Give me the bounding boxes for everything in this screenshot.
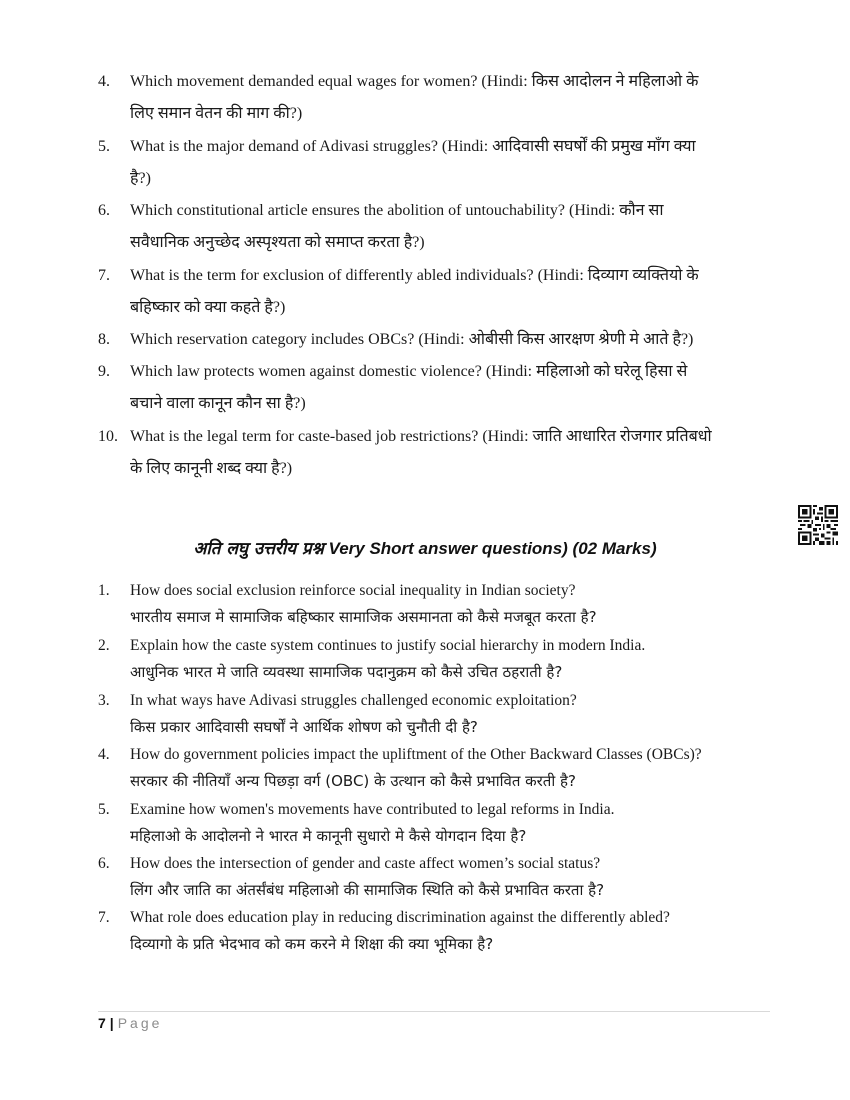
question-english: In what ways have Adivasi struggles challenged economic exploitation?	[130, 692, 577, 709]
question-line: बहिष्कार को क्या कहते है?)	[130, 299, 286, 316]
question-line: लिए समान वेतन की माग की?)	[130, 105, 303, 122]
question-english: Explain how the caste system continues to justify social hierarchy in modern India.	[130, 637, 646, 654]
question-number: 7.	[98, 909, 110, 926]
question-line: Which constitutional article ensures the abolition of untouchability? (Hindi: कौन सा	[130, 202, 664, 219]
page-number: 7	[98, 1015, 106, 1031]
page-footer	[98, 1015, 162, 1031]
question-line: के लिए कानूनी शब्द क्या है?)	[130, 460, 293, 477]
question-number: 4.	[98, 73, 110, 90]
footer-divider	[98, 1011, 770, 1012]
question-text	[130, 356, 770, 420]
question-line: सवैधानिक अनुच्छेद अस्पृश्यता को समाप्त करता है?)	[130, 234, 425, 251]
question-number: 2.	[98, 637, 110, 654]
section-heading-hindi: अति लघु उत्तरीय प्रश्न	[193, 539, 324, 559]
question-hindi: आधुनिक भारत मे जाति व्यवस्था सामाजिक पदानुक्रम को कैसे उचित ठहराती है?	[130, 663, 563, 681]
question-english: What role does education play in reducing discrimination against the differently abled?	[130, 909, 670, 926]
question-number: 5.	[98, 138, 110, 155]
question-english: How does social exclusion reinforce social inequality in Indian society?	[130, 582, 576, 599]
question-number: 6.	[98, 202, 110, 219]
question-hindi: किस प्रकार आदिवासी सघर्षों ने आर्थिक शोषण को चुनौती दी है?	[130, 718, 478, 736]
question-text	[130, 195, 770, 259]
question-english: How do government policies impact the upliftment of the Other Backward Classes (OBCs)?	[130, 746, 702, 763]
question-number: 10.	[98, 428, 118, 445]
question-number: 9.	[98, 363, 110, 380]
question-number: 5.	[98, 801, 110, 818]
question-english: Examine how women's movements have contributed to legal reforms in India.	[130, 801, 615, 818]
question-hindi: सरकार की नीतियाँ अन्य पिछड़ा वर्ग (OBC) के उत्थान को कैसे प्रभावित करती है?	[130, 772, 576, 790]
section-heading	[0, 536, 850, 559]
page-label: Page	[117, 1015, 163, 1031]
question-line: Which law protects women against domestic violence? (Hindi: महिलाओ को घरेलू हिसा से	[130, 363, 688, 380]
question-line: है?)	[130, 170, 151, 187]
footer-separator: |	[109, 1015, 114, 1031]
question-line: Which reservation category includes OBCs? (Hindi: ओबीसी किस आरक्षण श्रेणी मे आते है?)	[130, 331, 694, 348]
question-text	[130, 324, 770, 356]
question-hindi: महिलाओ के आदोलनो ने भारत मे कानूनी सुधारो मे कैसे योगदान दिया है?	[130, 827, 527, 845]
question-text	[130, 260, 770, 324]
question-hindi: दिव्यागो के प्रति भेदभाव को कम करने मे शिक्षा की क्या भूमिका है?	[130, 935, 494, 953]
section-heading-english: Very Short answer questions) (02 Marks)	[328, 539, 657, 558]
question-number: 4.	[98, 746, 110, 763]
question-text	[130, 131, 770, 195]
question-line: What is the legal term for caste-based job restrictions? (Hindi: जाति आधारित रोजगार प्रतिबधो	[130, 428, 712, 445]
question-number: 7.	[98, 267, 110, 284]
question-number: 8.	[98, 331, 110, 348]
question-line: बचाने वाला कानून कौन सा है?)	[130, 395, 306, 412]
question-line: What is the term for exclusion of differently abled individuals? (Hindi: दिव्याग व्यक्तियो के	[130, 267, 699, 284]
question-number: 1.	[98, 582, 110, 599]
question-line: What is the major demand of Adivasi struggles? (Hindi: आदिवासी सघर्षों की प्रमुख माँग क्या	[130, 138, 696, 155]
question-number: 6.	[98, 855, 110, 872]
question-number: 3.	[98, 692, 110, 709]
question-hindi: लिंग और जाति का अंतर्संबंध महिलाओ की सामाजिक स्थिति को कैसे प्रभावित करता है?	[130, 881, 605, 899]
question-line: Which movement demanded equal wages for women? (Hindi: किस आदोलन ने महिलाओ के	[130, 73, 699, 90]
question-english: How does the intersection of gender and caste affect women’s social status?	[130, 855, 601, 872]
question-text	[130, 66, 770, 130]
question-text	[130, 421, 770, 485]
question-hindi: भारतीय समाज मे सामाजिक बहिष्कार सामाजिक असमानता को कैसे मजबूत करता है?	[130, 608, 597, 626]
